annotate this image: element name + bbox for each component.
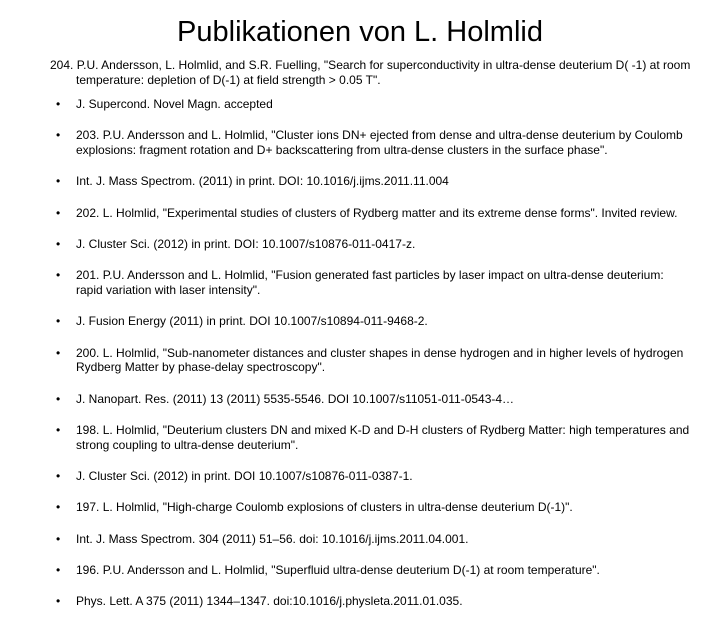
list-item-text: 197. L. Holmlid, "High-charge Coulomb explosions of clusters in ultra-dense deuterium D(-1)".	[76, 500, 573, 515]
list-item	[50, 532, 690, 547]
list-item	[50, 500, 690, 515]
list-item-text: 200. L. Holmlid, "Sub-nanometer distances and cluster shapes in dense hydrogen and in higher levels of hydrogen Rydberg Matter by phase-delay spectroscopy".	[76, 345, 684, 375]
bullet-icon: •	[56, 128, 61, 143]
bullet-icon: •	[56, 174, 61, 189]
list-item	[50, 174, 690, 189]
bullet-icon: •	[56, 237, 61, 252]
list-item-text: J. Cluster Sci. (2012) in print. DOI: 10.1007/s10876-011-0417-z.	[76, 237, 416, 252]
list-item-text: Int. J. Mass Spectrom. (2011) in print. DOI: 10.1016/j.ijms.2011.11.004	[76, 174, 449, 189]
list-item	[50, 392, 690, 407]
list-item-text: 198. L. Holmlid, "Deuterium clusters DN and mixed K-D and D-H clusters of Rydberg Matter: high temperatures and strong coupling to ultra-dense deuterium".	[76, 423, 690, 452]
list-item	[50, 206, 690, 221]
list-item	[50, 237, 690, 252]
list-item-text: 201. P.U. Andersson and L. Holmlid, "Fusion generated fast particles by laser impact on ultra-dense deuterium: rapid variation with laser intensity".	[76, 268, 664, 297]
bullet-icon: •	[56, 468, 61, 483]
publication-list	[50, 97, 690, 626]
list-item-text: Int. J. Mass Spectrom. 304 (2011) 51–56. doi: 10.1016/j.ijms.2011.04.001.	[76, 531, 469, 546]
list-item-text: J. Fusion Energy (2011) in print. DOI 10.1007/s10894-011-9468-2.	[76, 314, 428, 329]
intro-paragraph: 204. P.U. Andersson, L. Holmlid, and S.R. Fuelling, "Search for superconductivity in ultra-dense deuterium D( -1) at room temperature: depletion of D(-1) at field strength > 0.05 T".	[50, 58, 691, 87]
bullet-icon: •	[56, 423, 61, 438]
list-item-text: 196. P.U. Andersson and L. Holmlid, "Superfluid ultra-dense deuterium D(-1) at room temperature".	[76, 563, 600, 578]
list-item	[50, 268, 690, 297]
list-item	[50, 97, 690, 112]
list-item-text: J. Nanopart. Res. (2011) 13 (2011) 5535-5546. DOI 10.1007/s11051-011-0543-4…	[76, 391, 515, 406]
bullet-icon: •	[56, 391, 61, 406]
bullet-icon: •	[56, 594, 61, 609]
list-item	[50, 346, 690, 375]
bullet-icon: •	[56, 531, 61, 546]
list-item-text: J. Cluster Sci. (2012) in print. DOI 10.1007/s10876-011-0387-1.	[76, 468, 413, 483]
page-title: Publikationen von L. Holmlid	[177, 16, 543, 48]
bullet-icon: •	[56, 205, 61, 220]
bullet-icon: •	[56, 97, 61, 111]
list-item	[50, 469, 690, 484]
list-item	[50, 594, 690, 609]
list-item	[50, 314, 690, 329]
list-item	[50, 128, 690, 157]
list-item-text: 202. L. Holmlid, "Experimental studies of clusters of Rydberg matter and its extreme dense forms". Invited review.	[76, 205, 678, 220]
list-item-text: J. Supercond. Novel Magn. accepted	[76, 97, 273, 111]
list-item-text: 203. P.U. Andersson and L. Holmlid, "Cluster ions DN+ ejected from dense and ultra-dense deuterium by Coulomb explosions: fragment rotation and D+ backscattering from ultra-dense clusters in the surface phase".	[76, 128, 683, 157]
bullet-icon: •	[56, 268, 61, 283]
bullet-icon: •	[56, 500, 61, 515]
bullet-icon: •	[56, 563, 61, 578]
list-item	[50, 423, 690, 452]
bullet-icon: •	[56, 345, 61, 360]
bullet-icon: •	[56, 314, 61, 329]
list-item	[50, 563, 690, 578]
list-item-text: Phys. Lett. A 375 (2011) 1344–1347. doi:10.1016/j.physleta.2011.01.035.	[76, 594, 463, 609]
